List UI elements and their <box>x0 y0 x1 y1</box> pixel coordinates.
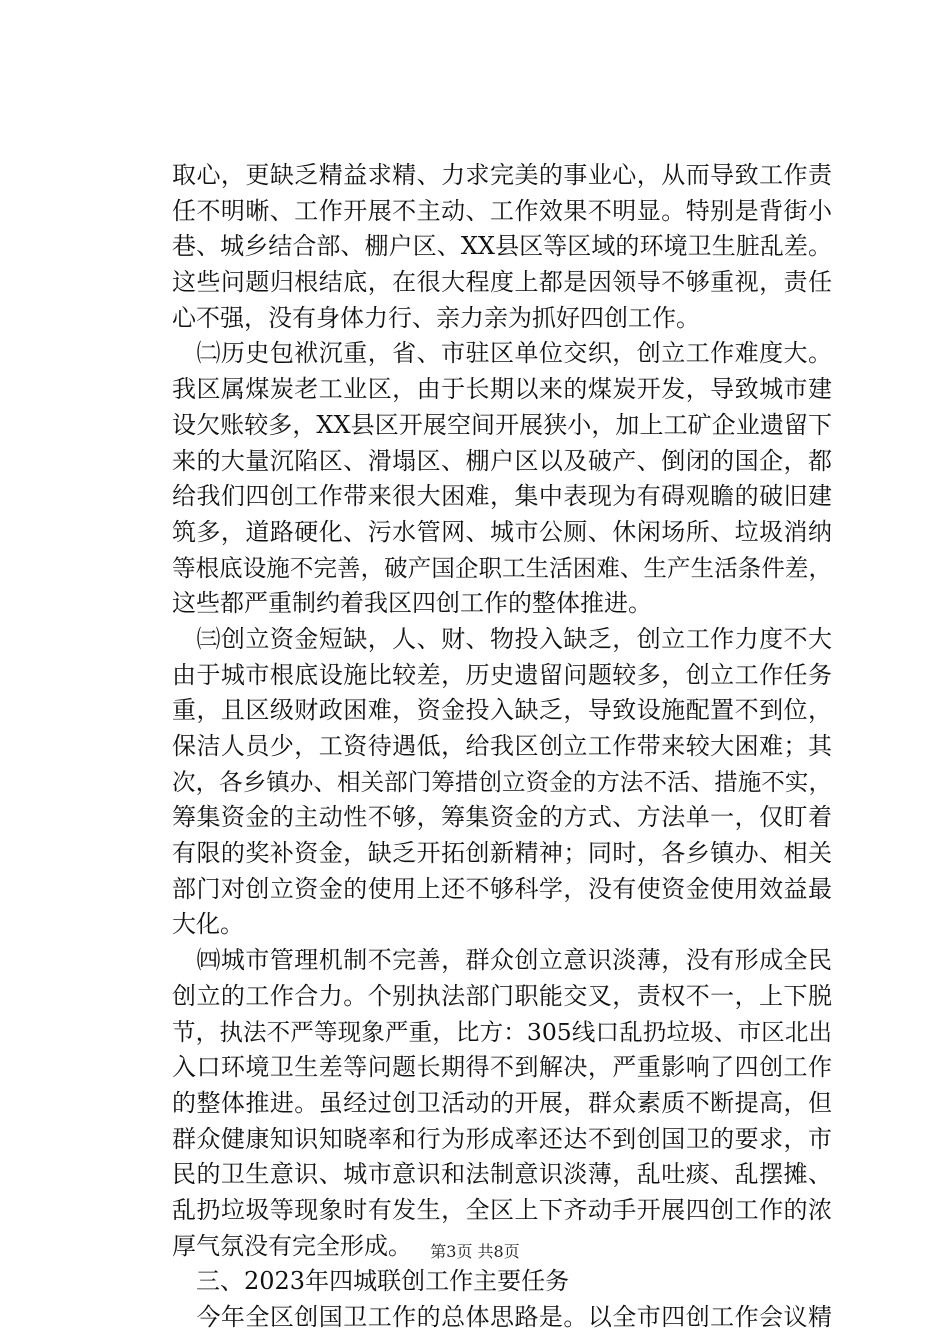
text-line: 大化。 <box>172 910 244 939</box>
text-line: 心不强，没有身体力行、亲力亲为抓好四创工作。 <box>172 303 700 332</box>
text-line: 这些问题归根结底，在很大程度上都是因领导不够重视，责任 <box>172 268 832 297</box>
text-line: 巷、城乡结合部、棚户区、XX县区等区域的环境卫生脏乱差。 <box>172 232 832 261</box>
text-line: 取心，更缺乏精益求精、力求完美的事业心，从而导致工作责 <box>172 161 832 189</box>
text-line: 由于城市根底设施比较差，历史遗留问题较多，创立工作任务 <box>172 660 832 689</box>
text-line: 三、2023年四城联创工作主要任务 <box>172 1267 570 1296</box>
text-line: 次，各乡镇办、相关部门筹措创立资金的方法不活、措施不实， <box>172 767 832 796</box>
text-line: 的整体推进。虽经过创卫活动的开展，群众素质不断提高，但 <box>172 1088 832 1117</box>
text-line: 有限的奖补资金，缺乏开拓创新精神；同时，各乡镇办、相关 <box>172 839 832 868</box>
text-line: 民的卫生意识、城市意识和法制意识淡薄，乱吐痰、乱摆摊、 <box>172 1160 832 1189</box>
text-line: ㈢创立资金短缺，人、财、物投入缺乏，创立工作力度不大 <box>172 624 832 653</box>
text-line: 入口环境卫生差等问题长期得不到解决，严重影响了四创工作 <box>172 1053 832 1082</box>
text-line: 部门对创立资金的使用上还不够科学，没有使资金使用效益最 <box>172 874 832 903</box>
text-line: 保洁人员少，工资待遇低，给我区创立工作带来较大困难；其 <box>172 732 832 760</box>
text-line: 乱扔垃圾等现象时有发生，全区上下齐动手开展四创工作的浓 <box>172 1195 832 1224</box>
text-line: 这些都严重制约着我区四创工作的整体推进。 <box>172 589 652 618</box>
text-line: 给我们四创工作带来很大困难，集中表现为有碍观瞻的破旧建 <box>172 482 832 511</box>
page-footer: 第3页 共8页 <box>430 1242 520 1261</box>
text-line: ㈣城市管理机制不完善，群众创立意识淡薄，没有形成全民 <box>172 946 832 975</box>
text-line: 筑多，道路硬化、污水管网、城市公厕、休闲场所、垃圾消纳 <box>172 517 832 546</box>
text-line: 节，执法不严等现象严重，比方：305线口乱扔垃圾、市区北出 <box>172 1017 832 1046</box>
text-line: 群众健康知识知晓率和行为形成率还达不到创国卫的要求，市 <box>172 1124 832 1153</box>
text-line: 重，且区级财政困难，资金投入缺乏，导致设施配置不到位， <box>172 696 832 725</box>
text-line: 来的大量沉陷区、滑塌区、棚户区以及破产、倒闭的国企，都 <box>172 446 832 475</box>
text-line: ㈡历史包袱沉重，省、市驻区单位交织，创立工作难度大。 <box>172 339 832 368</box>
text-line: 创立的工作合力。个别执法部门职能交叉，责权不一，上下脱 <box>172 981 832 1010</box>
document-body <box>172 158 832 1336</box>
text-line: 我区属煤炭老工业区，由于长期以来的煤炭开发，导致城市建 <box>172 375 832 404</box>
text-line: 筹集资金的主动性不够，筹集资金的方式、方法单一，仅盯着 <box>172 803 832 832</box>
text-line: 任不明晰、工作开展不主动、工作效果不明显。特别是背街小 <box>172 196 832 225</box>
text-line: 今年全区创国卫工作的总体思路是。以全市四创工作会议精 <box>172 1303 832 1331</box>
text-line: 厚气氛没有完全形成。 <box>172 1231 412 1260</box>
text-line: 等根底设施不完善，破产国企职工生活困难、生产生活条件差， <box>172 553 832 582</box>
text-line: 设欠账较多，XX县区开展空间开展狭小，加上工矿企业遗留下 <box>172 410 832 439</box>
